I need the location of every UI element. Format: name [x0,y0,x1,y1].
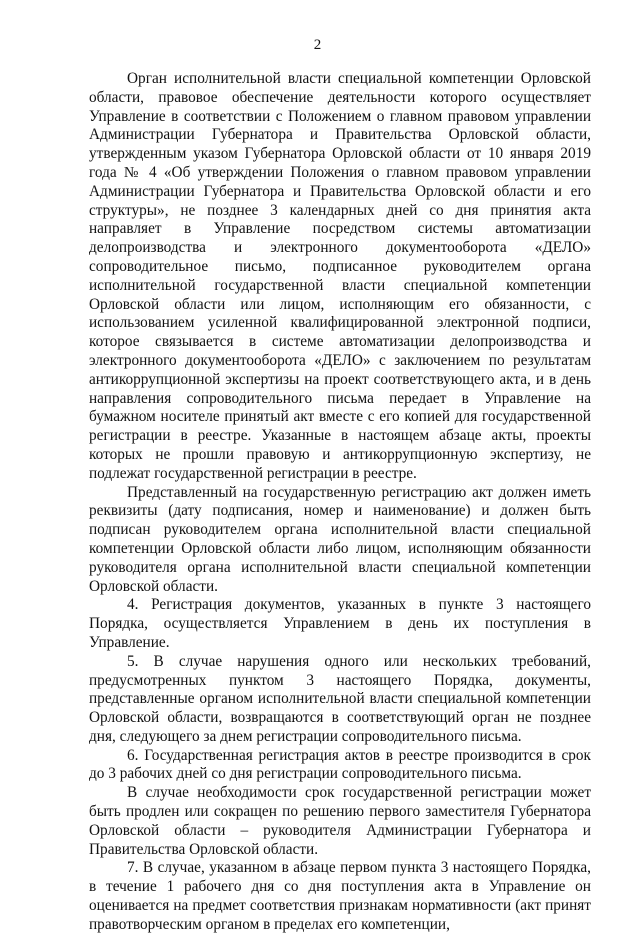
paragraph-item-5: 5. В случае нарушения одного или нескольких требований, предусмотренных пунктом 3 настоящего Порядка, документы, представленные органом исполнительной власти специальной компетенции Орловской области, возвращаются в соответствующий орган не позднее дня, следующего за днем регистрации сопроводительного письма. [89,652,591,745]
paragraph-registration-term: В случае необходимости срок государственной регистрации может быть продлен или сокращен по решению первого заместителя Губернатора Орловской области – руководителя Администрации Губернатора и Правительства Орловской области. [89,784,591,858]
paragraph-act-requisites: Представленный на государственную регистрацию акт должен иметь реквизиты (дату подписания, номер и наименование) и должен быть подписан руководителем органа исполнительной власти специальной компетенции Орловской области либо лицом, исполняющим обязанности руководителя органа исполнительной власти специальной компетенции Орловской области. [89,483,591,595]
paragraph-submission-procedure: Орган исполнительной власти специальной компетенции Орловской области, правовое обеспечение деятельности которого осуществляет Управление в соответствии с Положением о главном правовом управлении Администрации Губернатора и Правительства Орловской области, утвержденным указом Губернатора Орловской области от 10 января 2019 года № 4 «Об утверждении Положения о главном правовом управлении Администрации Губернатора и Правительства Орловской области и его структуры», не позднее 3 календарных дней со дня принятия акта направляет в Управление посредством системы автоматизации делопроизводства и электронного документооборота «ДЕЛО» сопроводительное письмо, подписанное руководителем органа исполнительной государственной власти специальной компетенции Орловской области или лицом, исполняющим его обязанности, с использованием усиленной квалифицированной электронной подписи, которое связывается в системе автоматизации делопроизводства и электронного документооборота «ДЕЛО» с заключением по результатам антикоррупционной экспертизы на проект соответствующего акта, и в день направления сопроводительного письма передает в Управление на бумажном носителе принятый акт вместе с его копией для государственной регистрации в реестре. Указанные в настоящем абзаце акты, проекты которых не прошли правовую и антикоррупционную экспертизу, не подлежат государственной регистрации в реестре. [89,70,591,482]
paragraph-item-6: 6. Государственная регистрация актов в реестре производится в срок до 3 рабочих дней со дня регистрации сопроводительного письма. [89,746,591,783]
paragraph-item-4: 4. Регистрация документов, указанных в пункте 3 настоящего Порядка, осуществляется Управлением в день их поступления в Управление. [89,596,591,651]
paragraph-item-7: 7. В случае, указанном в абзаце первом пункта 3 настоящего Порядка, в течение 1 рабочего дня со дня поступления акта в Управление он оценивается на предмет соответствия признакам нормативности (акт принят правотворческим органом в пределах его компетенции, [89,859,591,933]
document-body [89,70,591,935]
page-number: 2 [313,37,322,53]
